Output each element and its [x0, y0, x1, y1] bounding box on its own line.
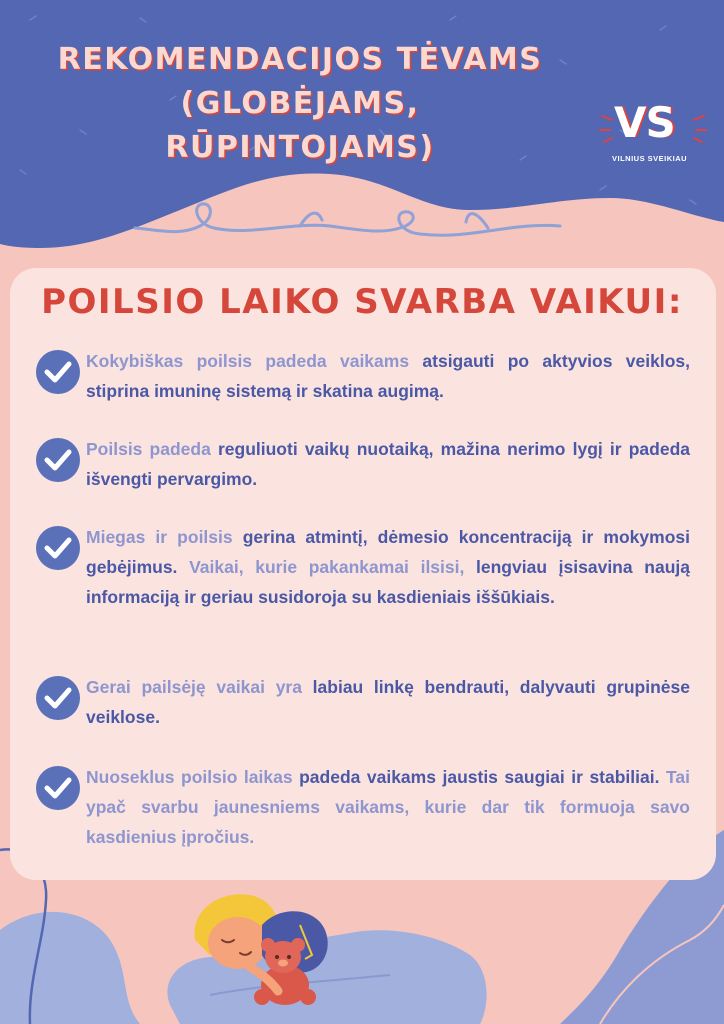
- list-item-text: [86, 522, 690, 612]
- item-text-light: Kokybiškas poilsis padeda vaikams: [86, 351, 423, 371]
- item-text-light: Poilsis padeda: [86, 439, 218, 459]
- item-text-light: Nuoseklus poilsio laikas: [86, 767, 300, 787]
- card-title: POILSIO LAIKO SVARBA VAIKUI:: [41, 282, 683, 322]
- child-face: [208, 917, 268, 969]
- item-text-light: Miegas ir poilsis: [86, 527, 243, 547]
- item-text-dark: lengviau įsisavina naują informaciją ir geriau susidoroja su kasdieniais iššūkiais.: [86, 557, 690, 607]
- list-item-text: [86, 434, 690, 494]
- check-icon: [36, 438, 80, 482]
- vilnius-sveikiau-logo: [598, 98, 708, 170]
- item-text-light: Gerai pailsėję vaikai yra: [86, 677, 313, 697]
- logo-mark: VS: [614, 98, 675, 147]
- sleeping-child-illustration: [150, 885, 490, 1024]
- item-text-dark: reguliuoti vaikų nuotaiką, mažina nerimo lygį ir padeda išvengti pervargimo.: [86, 439, 691, 489]
- page-title-line-1: REKOMENDACIJOS TĖVAMS: [57, 42, 543, 77]
- item-text-light: Vaikai, kurie pakankamai ilsisi,: [189, 557, 477, 577]
- item-text-dark: labiau linkę bendrauti, dalyvauti grupinėse veiklose.: [86, 677, 690, 727]
- check-icon: [36, 766, 80, 810]
- check-icon: [36, 526, 80, 570]
- logo-subtitle: VILNIUS SVEIKIAU: [612, 154, 688, 163]
- check-icon: [36, 676, 80, 720]
- page-title: [40, 38, 560, 170]
- list-item-text: [86, 346, 690, 406]
- item-text-dark: padeda vaikams jaustis saugiai ir stabiliai.: [299, 767, 666, 787]
- item-text-light: Tai ypač svarbu jaunesniems vaikams, kurie dar tik formuoja savo kasdienius įpročius.: [86, 767, 690, 847]
- page-title-line-2: (GLOBĖJAMS, RŪPINTOJAMS): [165, 86, 435, 165]
- item-text-dark: gerina atmintį, dėmesio koncentraciją ir mokymosi gebėjimus.: [86, 527, 690, 577]
- list-item-text: [86, 672, 690, 732]
- check-icon: [36, 350, 80, 394]
- item-text-dark: atsigauti po aktyvios veiklos, stiprina imuninę sistemą ir skatina augimą.: [86, 351, 690, 401]
- list-item-text: [86, 762, 690, 852]
- bottom-left-blob: [0, 912, 140, 1024]
